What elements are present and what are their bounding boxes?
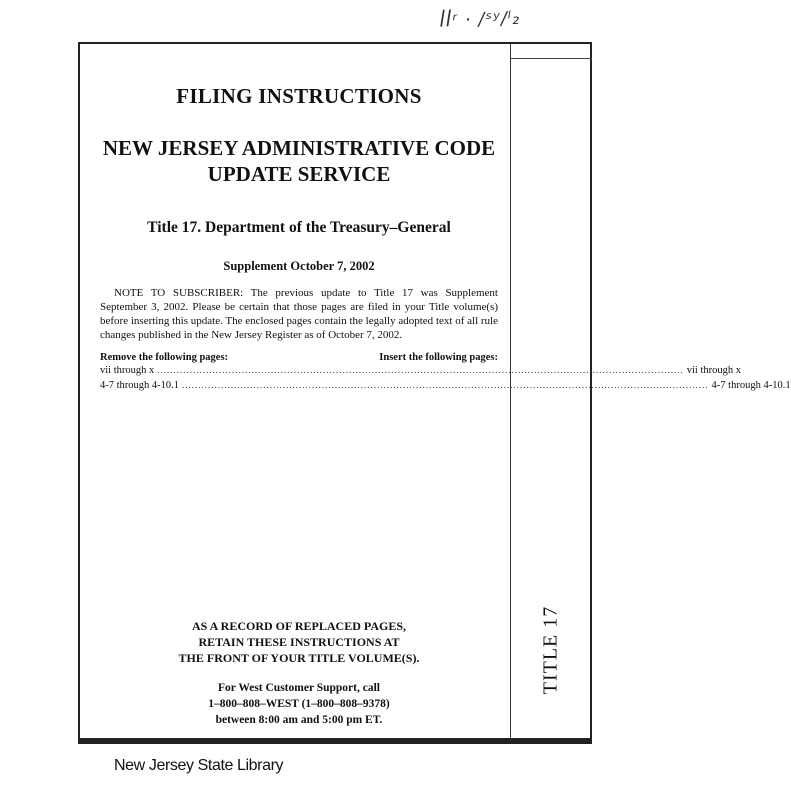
- code-title-line-1: NEW JERSEY ADMINISTRATIVE CODE: [102, 136, 496, 160]
- insert-pages-cell: vii through x: [686, 365, 741, 376]
- frame-bottom-rule: [78, 738, 592, 744]
- insert-pages-header: Insert the following pages:: [379, 352, 498, 363]
- record-line: THE FRONT OF YOUR TITLE VOLUME(S).: [178, 651, 420, 665]
- title-tab-label: TITLE 17: [539, 605, 562, 695]
- handwritten-note: ꟾꟾʳ · /ˢʸ/ˡ₂: [439, 7, 521, 32]
- table-row: [100, 363, 741, 378]
- remove-pages-header: Remove the following pages:: [100, 352, 229, 363]
- support-hours: between 8:00 am and 5:00 pm ET.: [215, 714, 383, 726]
- supplement-date: Supplement October 7, 2002: [223, 259, 375, 273]
- insert-pages-cell: 4-7 through 4-10.1: [711, 380, 791, 391]
- support-phone: 1–800–808–WEST (1–800–808–9378): [208, 698, 390, 710]
- title-subject: Title 17. Department of the Treasury–General: [147, 219, 451, 236]
- subscriber-note: NOTE TO SUBSCRIBER: The previous update to Title 17 was Supplement September 3, 2002. Please be certain that those pages are filed in your Title volume(s) before inserting this update. The enclosed pages contain the legally adopted text of all rule changes published in the New Jersey Register as of October 7, 2002.: [100, 287, 498, 341]
- filing-instructions-content: [100, 44, 791, 726]
- code-title-line-2: UPDATE SERVICE: [207, 162, 391, 186]
- record-instructions: [100, 618, 498, 728]
- dot-leader: ..................................................................................................................................................................: [157, 365, 684, 375]
- pages-table-header: [100, 352, 498, 363]
- tab-top-rule: [510, 58, 592, 59]
- record-line: AS A RECORD OF REPLACED PAGES,: [191, 619, 407, 633]
- code-title: [100, 135, 498, 187]
- remove-pages-cell: vii through x: [100, 365, 155, 376]
- remove-pages-cell: 4-7 through 4-10.1: [100, 380, 180, 391]
- customer-support: [100, 680, 498, 728]
- dot-leader: ..................................................................................................................................................................: [182, 380, 709, 390]
- page-title: FILING INSTRUCTIONS: [176, 84, 422, 108]
- support-line: For West Customer Support, call: [218, 682, 380, 694]
- record-line: RETAIN THESE INSTRUCTIONS AT: [198, 635, 400, 649]
- library-stamp: New Jersey State Library: [114, 757, 284, 774]
- table-row: [100, 378, 791, 393]
- tab-divider: [510, 44, 511, 742]
